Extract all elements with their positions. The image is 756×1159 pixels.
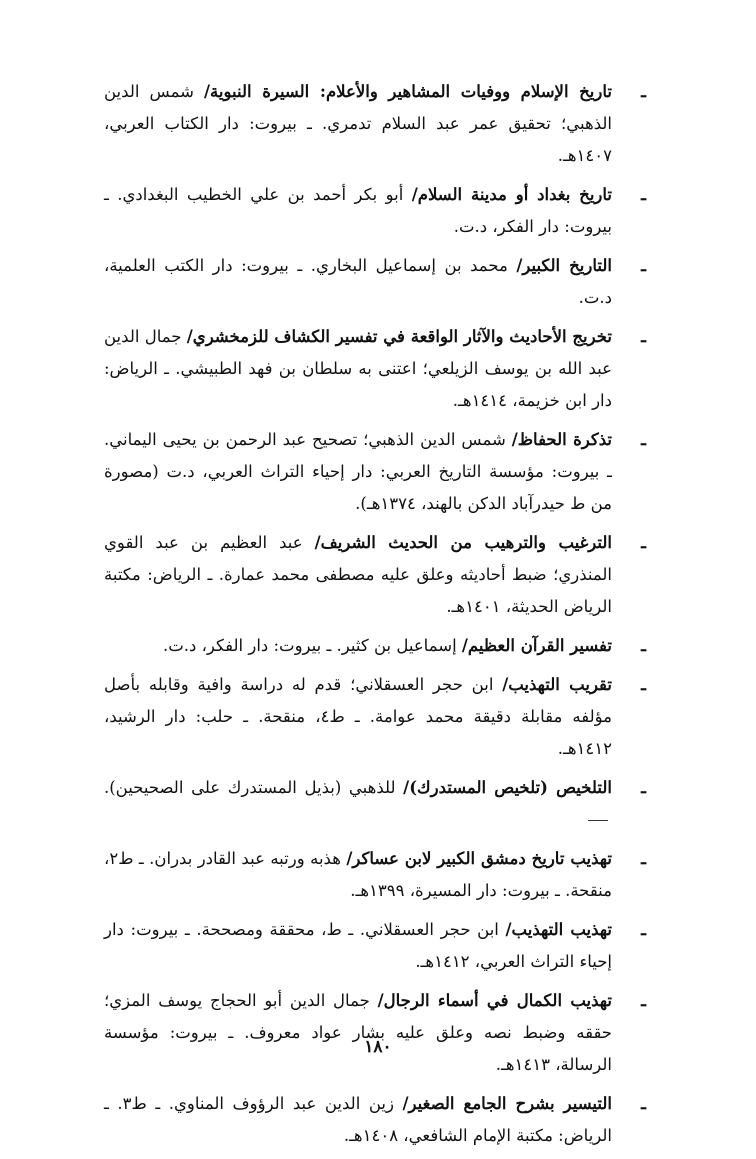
entry-title: تذكرة الحفاظ/ bbox=[511, 430, 612, 449]
entry-dash: ـ bbox=[641, 849, 646, 868]
entry-text: إسماعيل بن كثير. ـ بيروت: دار الفكر، د.ت. bbox=[162, 636, 462, 655]
entry-title: تهذيب التهذيب/ bbox=[505, 920, 612, 939]
entry-title: تفسير القرآن العظيم/ bbox=[461, 636, 612, 655]
bibliography-entry bbox=[104, 985, 646, 1081]
entry-text: جمال الدين عبد الله بن يوسف الزيلعي؛ اعتنى به سلطان بن فهد الطبيشي. ـ الرياض: دار ابن خزيمة، ١٤١٤هـ. bbox=[104, 327, 612, 410]
bibliography-entry bbox=[104, 321, 646, 417]
entry-dash: ـ bbox=[641, 327, 646, 346]
entry-dash: ـ bbox=[641, 920, 646, 939]
entry-title: التلخيص (تلخيص المستدرك)/ bbox=[403, 778, 612, 797]
entry-dash: ـ bbox=[641, 675, 646, 694]
bibliography-entry bbox=[104, 843, 646, 907]
bibliography-entry bbox=[104, 179, 646, 243]
entry-text: ابن حجر العسقلاني. ـ ط، محققة ومصححة. ـ بيروت: دار إحياء التراث العربي، ١٤١٢هـ. bbox=[104, 920, 612, 971]
entry-dash: ـ bbox=[641, 778, 646, 797]
entry-text: أبو بكر أحمد بن علي الخطيب البغدادي. ـ بيروت: دار الفكر، د.ت. bbox=[104, 185, 612, 236]
entry-dash: ـ bbox=[641, 430, 646, 449]
entry-title: تاريخ الإسلام ووفيات المشاهير والأعلام: السيرة النبوية/ bbox=[204, 82, 612, 101]
entry-text: عبد العظيم بن عبد القوي المنذري؛ ضبط أحاديثه وعلق عليه مصطفى محمد عمارة. ـ الرياض: مكتبة الرياض الحديثة، ١٤٠١هـ. bbox=[104, 533, 612, 616]
entry-dash: ـ bbox=[641, 533, 646, 552]
bibliography-entry bbox=[104, 914, 646, 978]
bibliography-list bbox=[104, 76, 646, 1159]
entry-title: تهذيب تاريخ دمشق الكبير لابن عساكر/ bbox=[346, 849, 612, 868]
entry-text: ابن حجر العسقلاني؛ قدم له دراسة وافية وقابله بأصل مؤلفه مقابلة دقيقة محمد عوامة. ـ ط٤، منقحة. ـ حلب: دار الرشيد، ١٤١٢هـ. bbox=[104, 675, 612, 758]
entry-dash: ـ bbox=[641, 185, 646, 204]
entry-text: هذبه ورتبه عبد القادر بدران. ـ ط٢، منقحة. ـ بيروت: دار المسيرة، ١٣٩٩هـ. bbox=[104, 849, 612, 900]
entry-dash: ـ bbox=[641, 636, 646, 655]
entry-dash: ـ bbox=[641, 1094, 646, 1113]
bibliography-entry bbox=[104, 772, 646, 836]
entry-dash: ـ bbox=[641, 82, 646, 101]
bibliography-entry bbox=[104, 250, 646, 314]
entry-title: التيسير بشرح الجامع الصغير/ bbox=[402, 1094, 612, 1113]
entry-text: للذهبي (بذيل المستدرك على الصحيحين). bbox=[104, 778, 404, 797]
bibliography-entry bbox=[104, 669, 646, 765]
bibliography-entry bbox=[104, 1088, 646, 1152]
entry-title: تقريب التهذيب/ bbox=[502, 675, 612, 694]
bibliography-entry bbox=[104, 76, 646, 172]
entry-text: جمال الدين أبو الحجاج يوسف المزي؛ حققه وضبط نصه وعلق عليه بشار عواد معروف. ـ بيروت: مؤسسة الرسالة، ١٤١٣هـ. bbox=[104, 991, 612, 1074]
entry-title: تاريخ بغداد أو مدينة السلام/ bbox=[411, 185, 613, 204]
entry-text: زين الدين عبد الرؤوف المناوي. ـ ط٣. ـ الرياض: مكتبة الإمام الشافعي، ١٤٠٨هـ. bbox=[104, 1094, 612, 1145]
bibliography-entry bbox=[104, 424, 646, 520]
entry-title: الترغيب والترهيب من الحديث الشريف/ bbox=[314, 533, 613, 552]
entry-text: شمس الدين الذهبي؛ تصحيح عبد الرحمن بن يحيى اليماني. ـ بيروت: مؤسسة التاريخ العربي: دار إحياء التراث العربي، د.ت (مصورة من ط حيدرآباد الدكن بالهند، ١٣٧٤هـ). bbox=[104, 430, 612, 513]
entry-title: التاريخ الكبير/ bbox=[516, 256, 612, 275]
bibliography-entry bbox=[104, 527, 646, 623]
entry-text: شمس الدين الذهبي؛ تحقيق عمر عبد السلام تدمري. ـ بيروت: دار الكتاب العربي، ١٤٠٧هـ. bbox=[104, 82, 612, 165]
entry-dash: ـ bbox=[641, 991, 646, 1010]
bibliography-entry bbox=[104, 630, 646, 662]
entry-title: تخريج الأحاديث والآثار الواقعة في تفسير الكشاف للزمخشري/ bbox=[186, 327, 613, 346]
page-number: ١٨٠ bbox=[364, 1037, 392, 1057]
entry-dash: ـ bbox=[641, 256, 646, 275]
entry-text: محمد بن إسماعيل البخاري. ـ بيروت: دار الكتب العلمية، د.ت. bbox=[104, 256, 612, 307]
trailing-rule bbox=[588, 820, 608, 821]
entry-title: تهذيب الكمال في أسماء الرجال/ bbox=[377, 991, 612, 1010]
